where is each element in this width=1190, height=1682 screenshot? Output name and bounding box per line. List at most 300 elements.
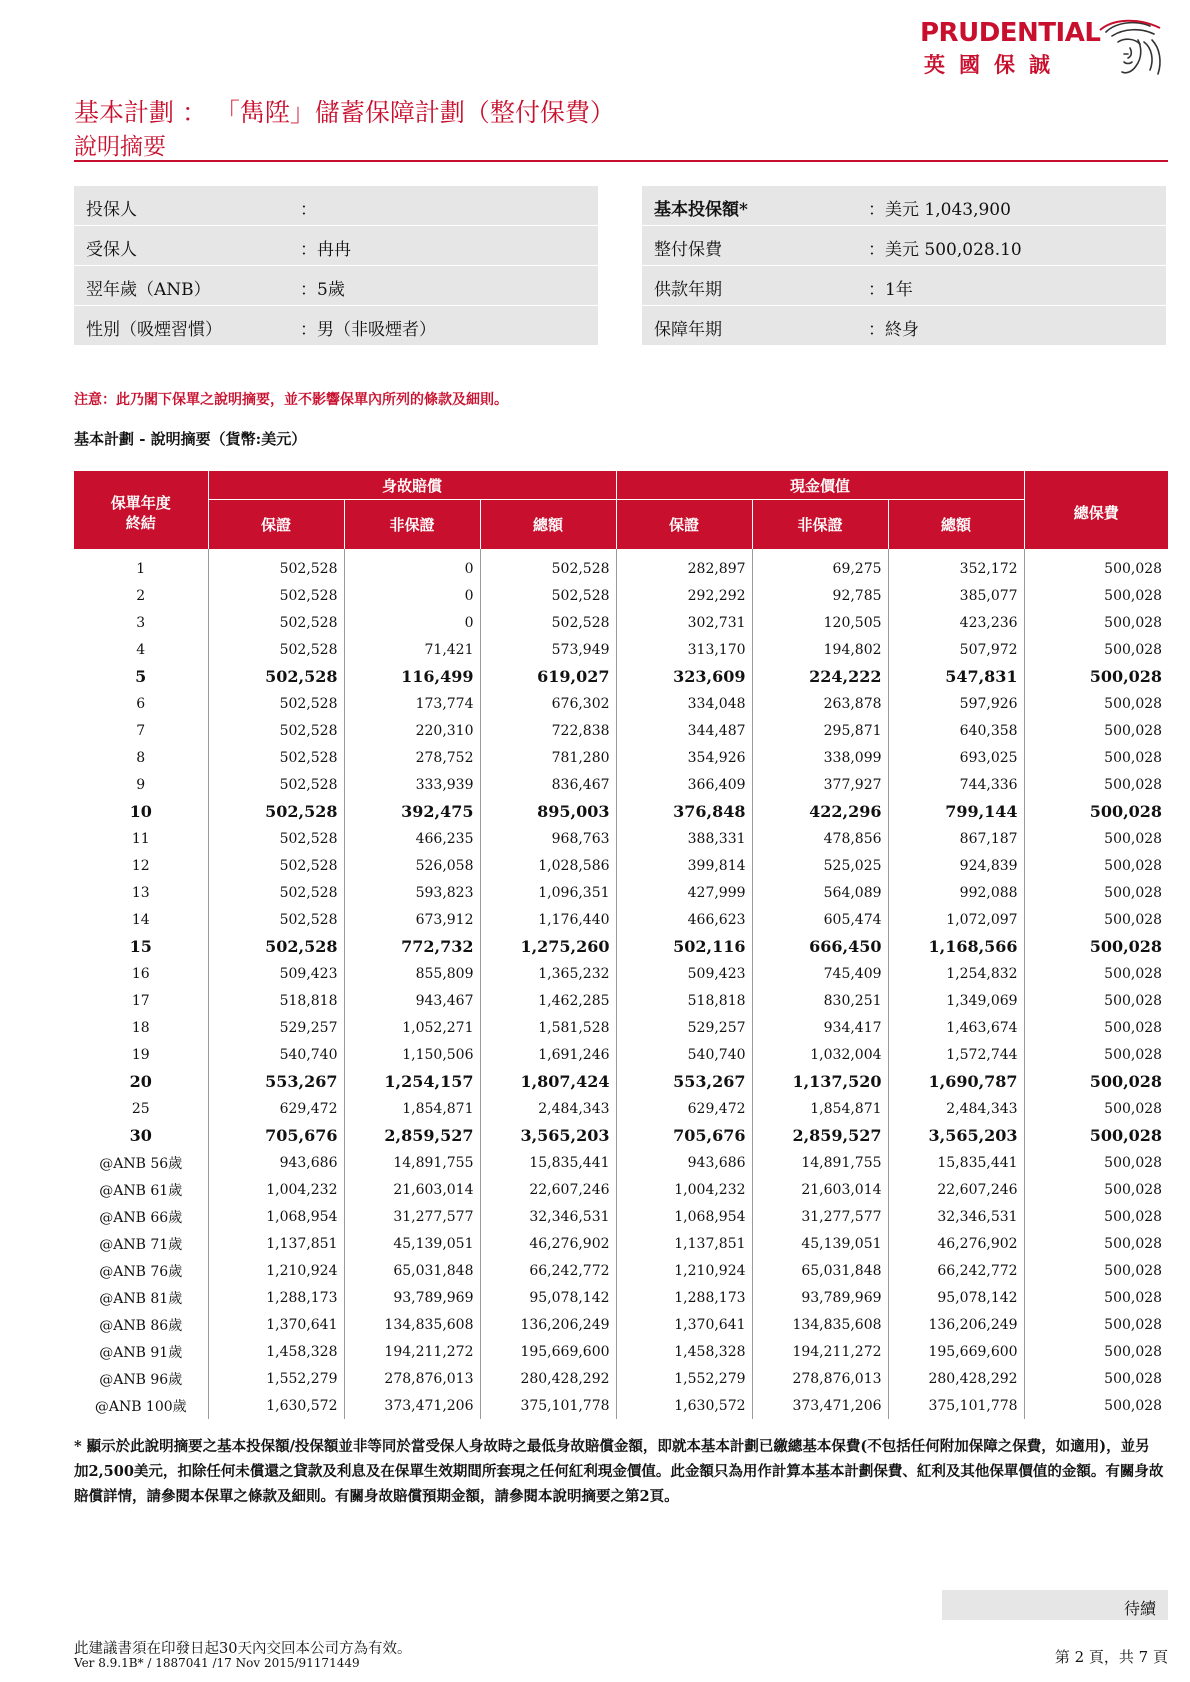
value-cell: 71,421	[344, 636, 480, 663]
value-cell: 194,211,272	[752, 1338, 888, 1365]
value-cell: 194,211,272	[344, 1338, 480, 1365]
value-cell: 278,752	[344, 744, 480, 771]
value-cell: 422,296	[752, 798, 888, 825]
value-cell: 943,686	[616, 1149, 752, 1176]
value-cell: 502,528	[208, 663, 344, 690]
value-cell: 2,859,527	[752, 1122, 888, 1149]
table-row	[74, 825, 1168, 852]
value-cell: 1,068,954	[616, 1203, 752, 1230]
value-cell: 280,428,292	[888, 1365, 1024, 1392]
value-cell: 502,528	[208, 906, 344, 933]
value-cell: 673,912	[344, 906, 480, 933]
table-row	[74, 987, 1168, 1014]
value-cell: 867,187	[888, 825, 1024, 852]
year-cell: 12	[131, 857, 150, 874]
header-cv-non-guaranteed: 非保證	[752, 500, 888, 550]
value-cell: 134,835,608	[752, 1311, 888, 1338]
value-cell: 518,818	[208, 987, 344, 1014]
table-row	[74, 1176, 1168, 1203]
value-cell: 855,809	[344, 960, 480, 987]
value-cell: 333,939	[344, 771, 480, 798]
value-cell: 3,565,203	[888, 1122, 1024, 1149]
value-cell: 500,028	[1024, 1392, 1168, 1419]
value-cell: 377,927	[752, 771, 888, 798]
value-cell: 2,484,343	[480, 1095, 616, 1122]
logo-chinese-name: 英國保誠	[924, 53, 1064, 77]
value-cell: 1,210,924	[616, 1257, 752, 1284]
header-year-end-label: 保單年度 終結	[110, 494, 171, 532]
value-cell: 992,088	[888, 879, 1024, 906]
year-cell: @ANB 91歲	[99, 1344, 183, 1361]
value-cell: 22,607,246	[888, 1176, 1024, 1203]
continued-label: 待續	[1123, 1599, 1156, 1618]
year-cell: @ANB 100歲	[94, 1398, 187, 1415]
value-cell: 525,025	[752, 852, 888, 879]
year-cell: @ANB 76歲	[99, 1263, 183, 1280]
prudential-logo	[920, 18, 1170, 78]
header-cash-value: 現金價值	[616, 471, 1024, 500]
value-cell: 95,078,142	[480, 1284, 616, 1311]
value-cell: 553,267	[616, 1068, 752, 1095]
table-row	[74, 1122, 1168, 1149]
value-cell: 744,336	[888, 771, 1024, 798]
value-cell: 500,028	[1024, 609, 1168, 636]
year-cell: @ANB 96歲	[99, 1371, 183, 1388]
value-cell: 500,028	[1024, 1122, 1168, 1149]
value-cell: 280,428,292	[480, 1365, 616, 1392]
value-cell: 1,254,832	[888, 960, 1024, 987]
table-row	[74, 549, 1168, 582]
value-cell: 666,450	[752, 933, 888, 960]
value-cell: 92,785	[752, 582, 888, 609]
info-row-sum-insured	[642, 186, 1166, 226]
value-cell: 195,669,600	[888, 1338, 1024, 1365]
value-cell: 278,876,013	[752, 1365, 888, 1392]
value-cell: 1,370,641	[616, 1311, 752, 1338]
table-row	[74, 1041, 1168, 1068]
info-row-single-premium	[642, 226, 1166, 266]
table-row	[74, 1149, 1168, 1176]
value-cell: 116,499	[344, 663, 480, 690]
value-cell: 1,807,424	[480, 1068, 616, 1095]
value-cell: 46,276,902	[888, 1230, 1024, 1257]
header-death-benefit: 身故賠償	[208, 471, 616, 500]
value-cell: 529,257	[208, 1014, 344, 1041]
value-cell: 502,528	[208, 582, 344, 609]
value-cell: 1,288,173	[616, 1284, 752, 1311]
value-cell: 500,028	[1024, 1338, 1168, 1365]
value-cell: 1,630,572	[208, 1392, 344, 1419]
value-cell: 722,838	[480, 717, 616, 744]
value-cell: 1,028,586	[480, 852, 616, 879]
value-cell: 69,275	[752, 549, 888, 582]
value-cell: 500,028	[1024, 1095, 1168, 1122]
table-row	[74, 663, 1168, 690]
value-cell: 313,170	[616, 636, 752, 663]
value-cell: 21,603,014	[344, 1176, 480, 1203]
value-cell: 502,528	[208, 549, 344, 582]
notice-text: 注意：此乃閣下保單之說明摘要，並不影響保單內所列的條款及細則。	[74, 392, 508, 408]
year-cell: 25	[131, 1100, 150, 1117]
value-cell: 1,581,528	[480, 1014, 616, 1041]
value-cell: 693,025	[888, 744, 1024, 771]
info-value: ：	[300, 200, 317, 220]
value-cell: 799,144	[888, 798, 1024, 825]
value-cell: 1,349,069	[888, 987, 1024, 1014]
year-cell: 2	[136, 587, 146, 604]
value-cell: 502,528	[208, 933, 344, 960]
value-cell: 1,004,232	[208, 1176, 344, 1203]
info-label: 供款年期	[654, 280, 722, 300]
info-label: 保障年期	[654, 320, 722, 340]
value-cell: 500,028	[1024, 879, 1168, 906]
value-cell: 1,463,674	[888, 1014, 1024, 1041]
value-cell: 564,089	[752, 879, 888, 906]
table-row	[74, 906, 1168, 933]
info-label: 性別（吸煙習慣）	[86, 320, 222, 340]
table-row	[74, 933, 1168, 960]
value-cell: 943,686	[208, 1149, 344, 1176]
value-cell: 540,740	[208, 1041, 344, 1068]
info-row-policy-owner	[74, 186, 598, 226]
table-row	[74, 1284, 1168, 1311]
value-cell: 502,528	[208, 798, 344, 825]
value-cell: 509,423	[208, 960, 344, 987]
info-row-payment-term	[642, 266, 1166, 306]
table-row	[74, 1014, 1168, 1041]
value-cell: 529,257	[616, 1014, 752, 1041]
table-row	[74, 879, 1168, 906]
value-cell: 3,565,203	[480, 1122, 616, 1149]
year-cell: 13	[131, 884, 150, 901]
header-cv-guaranteed: 保證	[616, 500, 752, 550]
value-cell: 399,814	[616, 852, 752, 879]
value-cell: 220,310	[344, 717, 480, 744]
value-cell: 500,028	[1024, 663, 1168, 690]
info-row-age	[74, 266, 598, 306]
value-cell: 423,236	[888, 609, 1024, 636]
year-cell: 8	[136, 749, 146, 766]
value-cell: 500,028	[1024, 744, 1168, 771]
value-cell: 1,458,328	[208, 1338, 344, 1365]
value-cell: 502,528	[480, 582, 616, 609]
value-cell: 1,275,260	[480, 933, 616, 960]
value-cell: 540,740	[616, 1041, 752, 1068]
value-cell: 502,528	[480, 609, 616, 636]
value-cell: 619,027	[480, 663, 616, 690]
table-row	[74, 1338, 1168, 1365]
value-cell: 376,848	[616, 798, 752, 825]
value-cell: 597,926	[888, 690, 1024, 717]
value-cell: 427,999	[616, 879, 752, 906]
info-label: 整付保費	[654, 240, 722, 260]
info-value: ：美元 500,028.10	[868, 240, 1022, 260]
value-cell: 1,137,851	[208, 1230, 344, 1257]
value-cell: 1,176,440	[480, 906, 616, 933]
value-cell: 373,471,206	[344, 1392, 480, 1419]
table-row	[74, 771, 1168, 798]
table-row	[74, 1068, 1168, 1095]
value-cell: 1,004,232	[616, 1176, 752, 1203]
footnote: * 顯示於此說明摘要之基本投保額/投保額並非等同於當受保人身故時之最低身故賠償金額，即就本基本計劃已繳總基本保費(不包括任何附加保障之保費，如適用)，並另加2,500美元，扣除任何未償還之貸款及利息及在保單生效期間所套現之任何紅利現金價值。此金額只為用作計算本基本計劃保費、紅利及其他保單價值的金額。有關身故賠償詳情，請參閱本保單之條款及細則。有關身故賠償預期金額，請參閱本說明摘要之第2頁。	[74, 1438, 1164, 1505]
value-cell: 705,676	[616, 1122, 752, 1149]
year-cell: 16	[131, 965, 150, 982]
value-cell: 93,789,969	[752, 1284, 888, 1311]
value-cell: 1,137,851	[616, 1230, 752, 1257]
value-cell: 502,528	[208, 717, 344, 744]
value-cell: 772,732	[344, 933, 480, 960]
year-cell: 15	[129, 937, 152, 956]
header-divider	[74, 160, 1168, 162]
value-cell: 1,690,787	[888, 1068, 1024, 1095]
illustration-table	[74, 471, 1168, 1419]
value-cell: 518,818	[616, 987, 752, 1014]
value-cell: 466,623	[616, 906, 752, 933]
value-cell: 500,028	[1024, 1149, 1168, 1176]
value-cell: 375,101,778	[480, 1392, 616, 1419]
value-cell: 943,467	[344, 987, 480, 1014]
value-cell: 0	[344, 582, 480, 609]
value-cell: 14,891,755	[344, 1149, 480, 1176]
value-cell: 31,277,577	[752, 1203, 888, 1230]
value-cell: 934,417	[752, 1014, 888, 1041]
value-cell: 1,096,351	[480, 879, 616, 906]
year-cell: @ANB 56歲	[99, 1155, 183, 1172]
value-cell: 195,669,600	[480, 1338, 616, 1365]
value-cell: 338,099	[752, 744, 888, 771]
value-cell: 136,206,249	[888, 1311, 1024, 1338]
value-cell: 334,048	[616, 690, 752, 717]
value-cell: 1,052,271	[344, 1014, 480, 1041]
value-cell: 500,028	[1024, 852, 1168, 879]
table-row	[74, 852, 1168, 879]
page-number: 第 2 頁，共 7 頁	[1054, 1648, 1168, 1666]
value-cell: 388,331	[616, 825, 752, 852]
value-cell: 478,856	[752, 825, 888, 852]
value-cell: 1,288,173	[208, 1284, 344, 1311]
value-cell: 15,835,441	[480, 1149, 616, 1176]
value-cell: 65,031,848	[752, 1257, 888, 1284]
info-label: 投保人	[86, 200, 137, 220]
header-cv-total: 總額	[888, 500, 1024, 550]
info-row-insured	[74, 226, 598, 266]
value-cell: 173,774	[344, 690, 480, 717]
value-cell: 278,876,013	[344, 1365, 480, 1392]
table-row	[74, 636, 1168, 663]
value-cell: 502,528	[480, 549, 616, 582]
value-cell: 65,031,848	[344, 1257, 480, 1284]
value-cell: 352,172	[888, 549, 1024, 582]
value-cell: 500,028	[1024, 987, 1168, 1014]
value-cell: 593,823	[344, 879, 480, 906]
year-cell: 5	[135, 667, 147, 686]
value-cell: 1,370,641	[208, 1311, 344, 1338]
value-cell: 640,358	[888, 717, 1024, 744]
value-cell: 224,222	[752, 663, 888, 690]
value-cell: 705,676	[208, 1122, 344, 1149]
value-cell: 366,409	[616, 771, 752, 798]
value-cell: 22,607,246	[480, 1176, 616, 1203]
year-cell: 30	[129, 1126, 152, 1145]
value-cell: 302,731	[616, 609, 752, 636]
table-row	[74, 690, 1168, 717]
value-cell: 66,242,772	[480, 1257, 616, 1284]
table-body	[74, 549, 1168, 1419]
value-cell: 781,280	[480, 744, 616, 771]
value-cell: 502,528	[208, 636, 344, 663]
value-cell: 1,458,328	[616, 1338, 752, 1365]
value-cell: 500,028	[1024, 1230, 1168, 1257]
value-cell: 605,474	[752, 906, 888, 933]
value-cell: 120,505	[752, 609, 888, 636]
value-cell: 1,254,157	[344, 1068, 480, 1095]
value-cell: 15,835,441	[888, 1149, 1024, 1176]
value-cell: 924,839	[888, 852, 1024, 879]
year-cell: 4	[136, 641, 146, 658]
header-db-guaranteed: 保證	[208, 500, 344, 550]
value-cell: 500,028	[1024, 1041, 1168, 1068]
value-cell: 373,471,206	[752, 1392, 888, 1419]
table-row	[74, 582, 1168, 609]
value-cell: 502,528	[208, 609, 344, 636]
year-cell: 9	[136, 776, 146, 793]
table-row	[74, 1203, 1168, 1230]
table-row	[74, 717, 1168, 744]
year-cell: @ANB 71歲	[99, 1236, 183, 1253]
value-cell: 45,139,051	[344, 1230, 480, 1257]
info-value: ：男（非吸煙者）	[300, 320, 436, 340]
header-year-end	[74, 471, 208, 549]
value-cell: 466,235	[344, 825, 480, 852]
year-cell: 10	[129, 802, 152, 821]
year-cell: @ANB 86歲	[99, 1317, 183, 1334]
value-cell: 1,072,097	[888, 906, 1024, 933]
value-cell: 323,609	[616, 663, 752, 690]
value-cell: 32,346,531	[888, 1203, 1024, 1230]
table-row	[74, 1230, 1168, 1257]
table-row	[74, 1311, 1168, 1338]
value-cell: 194,802	[752, 636, 888, 663]
value-cell: 895,003	[480, 798, 616, 825]
value-cell: 263,878	[752, 690, 888, 717]
value-cell: 375,101,778	[888, 1392, 1024, 1419]
year-cell: 6	[136, 695, 146, 712]
value-cell: 1,168,566	[888, 933, 1024, 960]
value-cell: 46,276,902	[480, 1230, 616, 1257]
table-row	[74, 1257, 1168, 1284]
value-cell: 502,528	[208, 690, 344, 717]
value-cell: 500,028	[1024, 1068, 1168, 1095]
value-cell: 745,409	[752, 960, 888, 987]
value-cell: 295,871	[752, 717, 888, 744]
year-cell: 3	[136, 614, 146, 631]
value-cell: 509,423	[616, 960, 752, 987]
plan-title: 基本計劃 ： 「雋陞」儲蓄保障計劃（整付保費）	[74, 98, 615, 127]
value-cell: 500,028	[1024, 690, 1168, 717]
value-cell: 1,691,246	[480, 1041, 616, 1068]
value-cell: 500,028	[1024, 906, 1168, 933]
year-cell: @ANB 81歲	[99, 1290, 183, 1307]
value-cell: 385,077	[888, 582, 1024, 609]
validity-notice: 此建議書須在印發日起30天內交回本公司方為有效。	[74, 1641, 412, 1657]
prudence-head-icon	[1094, 18, 1170, 78]
value-cell: 292,292	[616, 582, 752, 609]
value-cell: 547,831	[888, 663, 1024, 690]
info-label: 翌年歲（ANB）	[86, 280, 211, 300]
header-total-premium: 總保費	[1024, 471, 1168, 549]
value-cell: 500,028	[1024, 717, 1168, 744]
value-cell: 500,028	[1024, 1311, 1168, 1338]
value-cell: 21,603,014	[752, 1176, 888, 1203]
value-cell: 500,028	[1024, 636, 1168, 663]
value-cell: 136,206,249	[480, 1311, 616, 1338]
value-cell: 500,028	[1024, 1203, 1168, 1230]
value-cell: 500,028	[1024, 960, 1168, 987]
value-cell: 1,365,232	[480, 960, 616, 987]
year-cell: 1	[136, 560, 146, 577]
value-cell: 93,789,969	[344, 1284, 480, 1311]
info-label: 基本投保額*	[654, 200, 748, 220]
continued-box	[942, 1590, 1168, 1620]
value-cell: 502,116	[616, 933, 752, 960]
value-cell: 392,475	[344, 798, 480, 825]
table-row	[74, 960, 1168, 987]
year-cell: @ANB 66歲	[99, 1209, 183, 1226]
value-cell: 95,078,142	[888, 1284, 1024, 1311]
info-value: ：5歲	[300, 280, 345, 300]
policy-holder-panel	[74, 186, 598, 345]
value-cell: 526,058	[344, 852, 480, 879]
info-value: ：終身	[868, 320, 919, 340]
header-db-non-guaranteed: 非保證	[344, 500, 480, 550]
value-cell: 1,552,279	[208, 1365, 344, 1392]
value-cell: 553,267	[208, 1068, 344, 1095]
value-cell: 500,028	[1024, 825, 1168, 852]
value-cell: 1,462,285	[480, 987, 616, 1014]
value-cell: 573,949	[480, 636, 616, 663]
info-value: ：美元 1,043,900	[868, 200, 1011, 220]
value-cell: 2,484,343	[888, 1095, 1024, 1122]
value-cell: 502,528	[208, 852, 344, 879]
version-info: Ver 8.9.1B* / 1887041 /17 Nov 2015/91171449	[74, 1656, 360, 1670]
value-cell: 502,528	[208, 825, 344, 852]
table-row	[74, 798, 1168, 825]
value-cell: 500,028	[1024, 933, 1168, 960]
year-cell: 20	[129, 1072, 152, 1091]
value-cell: 1,210,924	[208, 1257, 344, 1284]
value-cell: 354,926	[616, 744, 752, 771]
value-cell: 0	[344, 549, 480, 582]
value-cell: 66,242,772	[888, 1257, 1024, 1284]
table-title: 基本計劃 - 說明摘要（貨幣:美元）	[74, 430, 307, 448]
value-cell: 836,467	[480, 771, 616, 798]
value-cell: 32,346,531	[480, 1203, 616, 1230]
value-cell: 502,528	[208, 771, 344, 798]
info-row-coverage-term	[642, 306, 1166, 345]
value-cell: 1,137,520	[752, 1068, 888, 1095]
year-cell: 19	[131, 1046, 150, 1063]
value-cell: 1,854,871	[344, 1095, 480, 1122]
header-db-total: 總額	[480, 500, 616, 550]
value-cell: 676,302	[480, 690, 616, 717]
year-cell: 14	[131, 911, 150, 928]
value-cell: 500,028	[1024, 582, 1168, 609]
value-cell: 968,763	[480, 825, 616, 852]
year-cell: 17	[131, 992, 150, 1009]
value-cell: 500,028	[1024, 1365, 1168, 1392]
table-row	[74, 744, 1168, 771]
table-row	[74, 1392, 1168, 1419]
